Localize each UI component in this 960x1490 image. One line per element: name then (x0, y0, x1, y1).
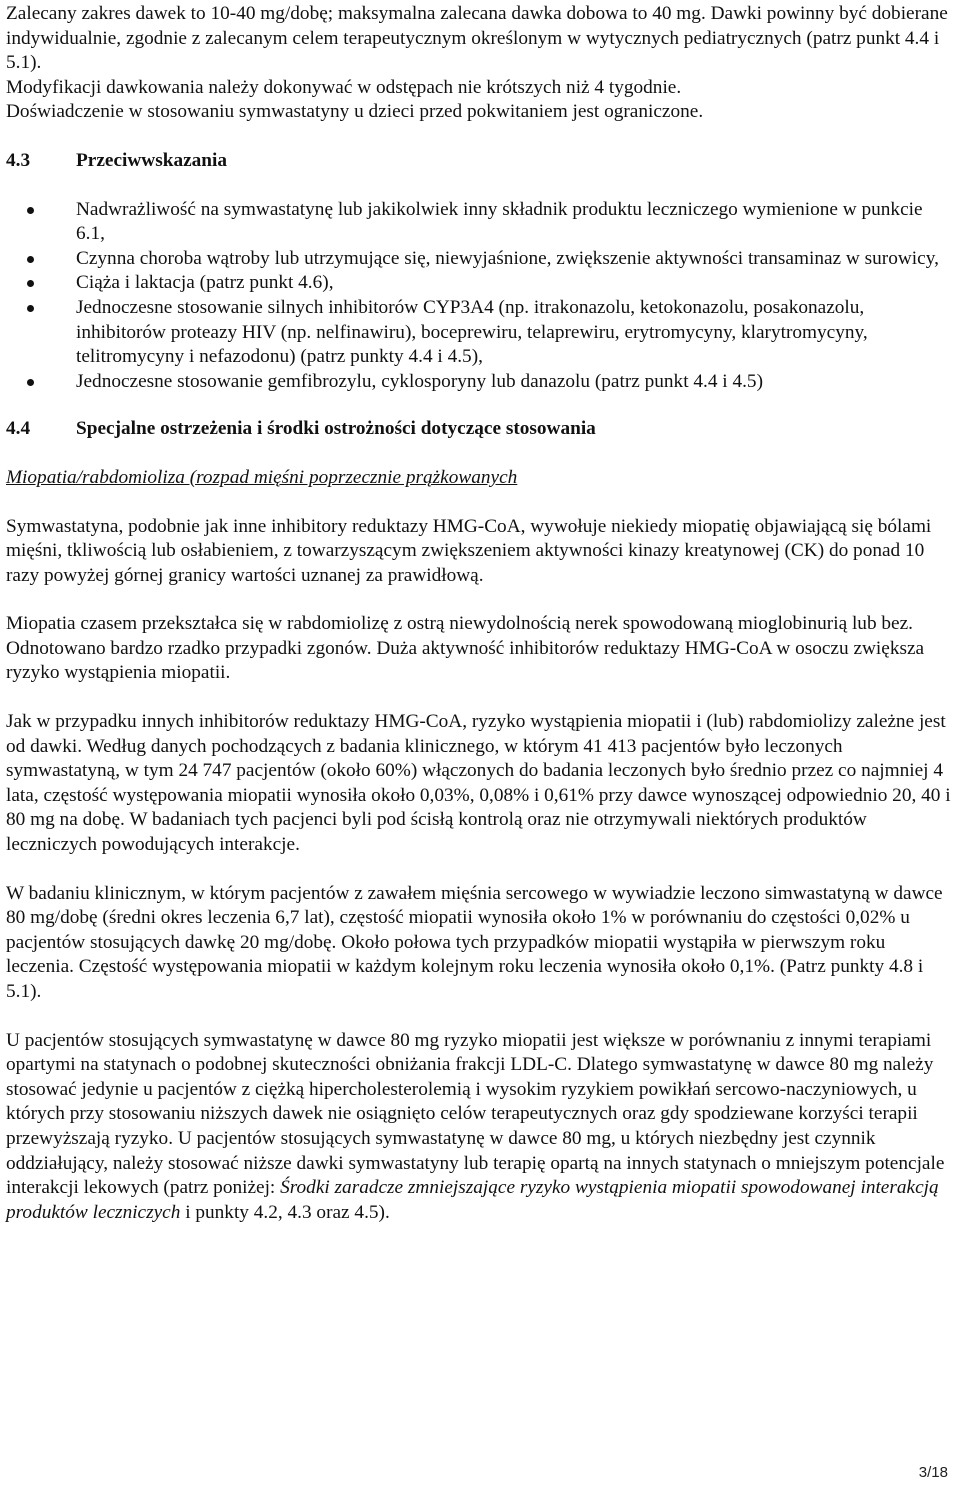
intro-paragraph-dosage: Zalecany zakres dawek to 10-40 mg/dobę; maksymalna zalecana dawka dobowa to 40 mg. Dawki powinny być dobierane indywidualnie, zgodnie z zalecanym celem terapeutycznym określonym w wytycznych pediatrycznych (patrz punkt 4.4 i 5.1). (6, 3, 948, 74)
paragraph-text: U pacjentów stosujących symwastatynę w dawce 80 mg ryzyko miopatii jest większe w porównaniu z innymi terapiami opartymi na statynach o podobnej skuteczności obniżania frakcji LDL-C. Dlatego symwastatynę w dawce 80 mg należy stosować jedynie u pacjentów z ciężką hipercholesterolemią i wysokim ryzykiem powikłań sercowo-naczyniowych, u których przy stosowaniu niższych dawek nie osiągnięto celów terapeutycznych oraz gdy spodziewane korzyści terapii przewyższają ryzyko. U pacjentów stosujących symwastatynę w dawce 80 mg, u których niezbędny jest czynnik oddziałujący, należy stosować niższe dawki symwastatyny lub terapię opartą na innych statynach o mniejszym potencjale interakcji lekowych (patrz poniżej: (6, 1029, 945, 1199)
myopathy-paragraph-4: W badaniu klinicznym, w którym pacjentów z zawałem mięśnia sercowego w wywiadzie leczono simwastatyną w dawce 80 mg/dobę (średni okres leczenia 6,7 lat), częstość miopatii wynosiła około 1% w porównaniu do częstości 0,02% u pacjentów stosujących dawkę 20 mg/dobę. Około połowa tych przypadków miopatii wystąpiła w pierwszym roku leczenia. Częstość występowania miopatii w każdym kolejnym roku leczenia wynosiła około 0,1%. (Patrz punkty 4.8 i 5.1). (6, 882, 943, 1002)
list-item-text: Ciąża i laktacja (patrz punkt 4.6), (76, 272, 334, 294)
section-4-3-title: Przeciwwskazania (76, 149, 228, 171)
bullet-icon (27, 256, 34, 263)
list-item-text: Nadwrażliwość na symwastatynę lub jakikolwiek inny składnik produktu leczniczego wymienione w punkcie 6.1, (76, 198, 923, 245)
myopathy-subheading: Miopatia/rabdomioliza (rozpad mięśni poprzecznie prążkowanych (6, 466, 518, 488)
intro-paragraph-modification: Modyfikacji dawkowania należy dokonywać w odstępach nie krótszych niż 4 tygodnie. (6, 76, 682, 98)
cross-reference-link: Środki zaradcze zmniejszające ryzyko wystąpienia miopatii spowodowanej interakcją produktów leczniczych (6, 1177, 939, 1223)
list-item (6, 296, 956, 370)
myopathy-paragraph-2: Miopatia czasem przekształca się w rabdomiolizę z ostrą niewydolnością nerek spowodowaną mioglobinurią lub bez. Odnotowano bardzo rzadko przypadki zgonów. Duża aktywność inhibitorów reduktazy HMG-CoA w osoczu zwiększa ryzyko wystąpienia miopatii. (6, 613, 925, 684)
contraindications-list (6, 198, 956, 395)
bullet-icon (27, 207, 34, 214)
myopathy-paragraph-3: Jak w przypadku innych inhibitorów reduktazy HMG-CoA, ryzyko wystąpienia miopatii i (lub) rabdomiolizy zależne jest od dawki. Według danych pochodzących z badania klinicznego, w którym 41 413 pacjentów było leczonych symwastatyną, w tym 24 747 pacjentów (około 60%) włączonych do badania leczonych było średnio przez co najmniej 4 lata, częstość występowania miopatii wynosiła około 0,03%, 0,08% i 0,61% przy dawce wynoszącej odpowiednio 20, 40 i 80 mg na dobę. W badaniach tych pacjenci byli pod ścisłą kontrolą oraz nie otrzymywali niektórych produktów leczniczych powodujących interakcje. (6, 711, 951, 856)
bullet-icon (27, 305, 34, 312)
myopathy-paragraph-5 (6, 1029, 956, 1226)
bullet-icon (27, 379, 34, 386)
section-4-4-number: 4.4 (6, 418, 31, 440)
intro-paragraph-experience: Doświadczenie w stosowaniu symwastatyny u dzieci przed pokwitaniem jest ograniczone. (6, 101, 704, 123)
myopathy-paragraph-1: Symwastatyna, podobnie jak inne inhibitory reduktazy HMG-CoA, wywołuje niekiedy miopatię objawiającą się bólami mięśni, tkliwością lub osłabieniem, z towarzyszącym zwiększeniem aktywności kinazy kreatynowej (CK) do ponad 10 razy powyżej górnej granicy wartości uznanej za prawidłową. (6, 515, 932, 586)
bullet-icon (27, 280, 34, 287)
list-item (6, 198, 956, 247)
section-4-4-title: Specjalne ostrzeżenia i środki ostrożności dotyczące stosowania (76, 418, 596, 440)
section-4-3-heading (6, 149, 956, 174)
list-item (6, 247, 956, 272)
list-item-text: Czynna choroba wątroby lub utrzymujące się, niewyjaśnione, zwiększenie aktywności transaminaz w surowicy, (76, 247, 939, 269)
page-number: 3/18 (918, 1464, 948, 1481)
list-item (6, 271, 956, 296)
section-4-4-heading (6, 417, 956, 442)
paragraph-text-end: i punkty 4.2, 4.3 oraz 4.5). (180, 1201, 390, 1223)
section-4-3-number: 4.3 (6, 149, 31, 171)
list-item (6, 370, 956, 395)
list-item-text: Jednoczesne stosowanie silnych inhibitorów CYP3A4 (np. itrakonazolu, ketokonazolu, posakonazolu, inhibitorów proteazy HIV (np. nelfinawiru), boceprewiru, telaprewiru, erytromycyny, klarytromycyny, telitromycyny i nefazodonu) (patrz punkty 4.4 i 4.5), (76, 296, 868, 368)
list-item-text: Jednoczesne stosowanie gemfibrozylu, cyklosporyny lub danazolu (patrz punkt 4.4 i 4.5) (76, 370, 763, 392)
document-page (6, 0, 956, 1225)
